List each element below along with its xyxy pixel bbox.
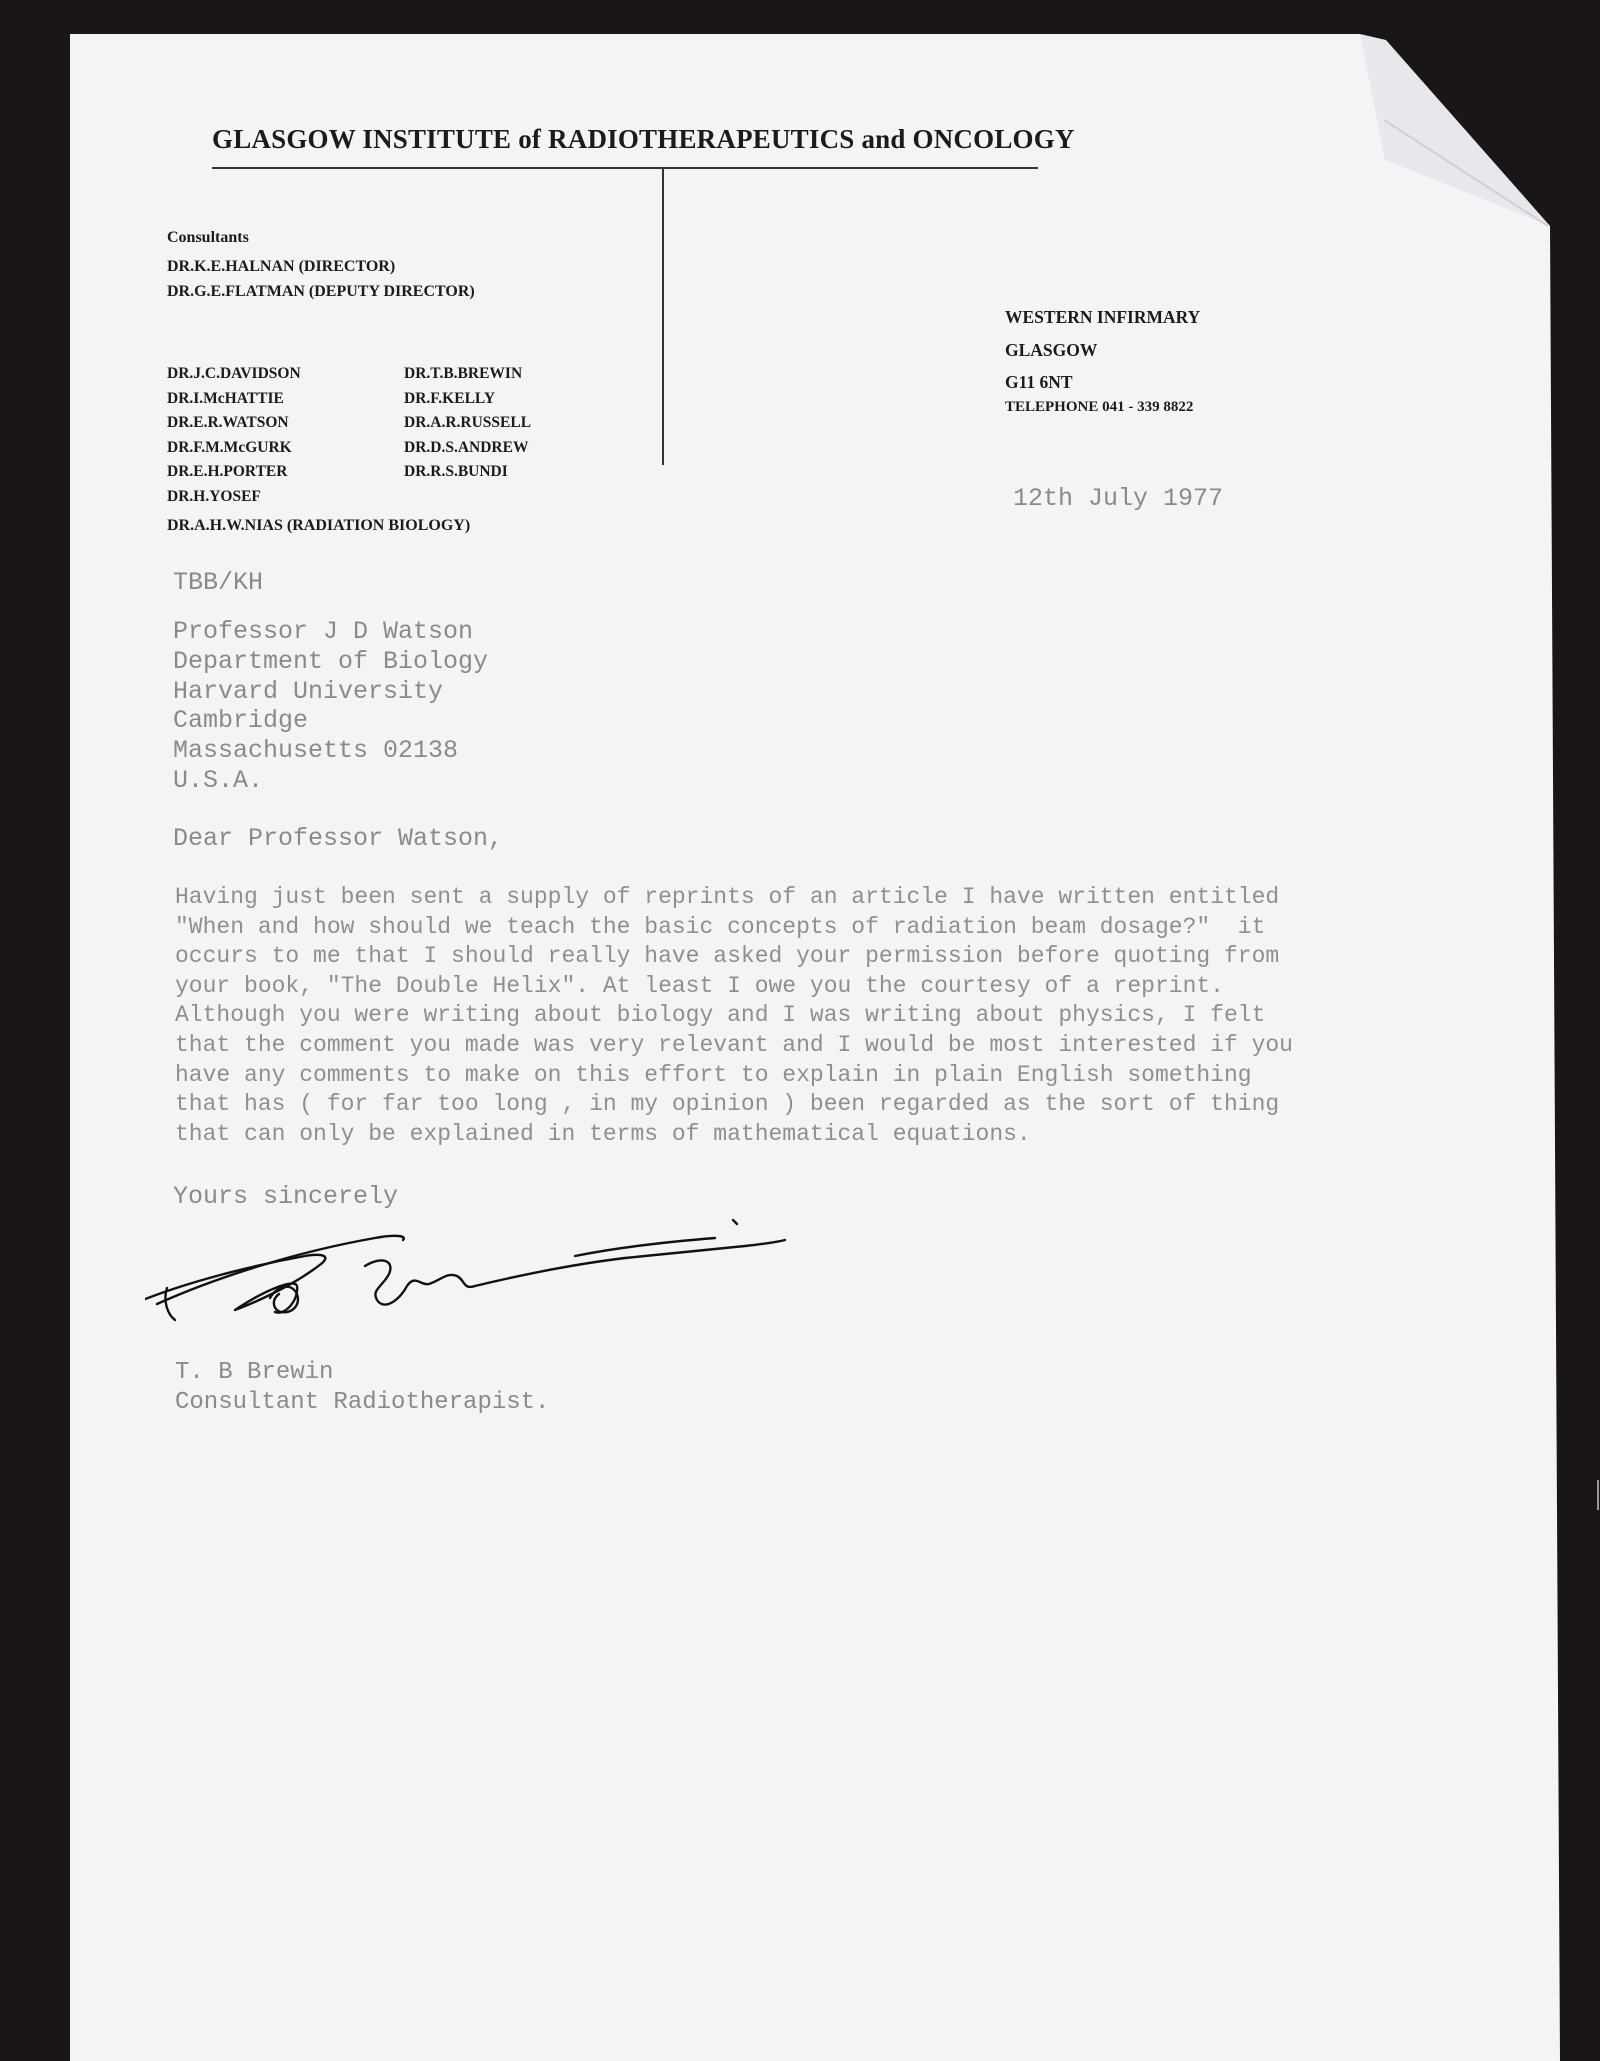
letter-body bbox=[175, 884, 1293, 1150]
recipient-address bbox=[173, 617, 488, 796]
closing: Yours sincerely bbox=[173, 1182, 399, 1211]
body-line: that the comment you made was very relevant and I would be most interested if you bbox=[175, 1031, 1293, 1058]
body-line: that has ( for far too long , in my opinion ) been regarded as the sort of thing bbox=[175, 1091, 1280, 1118]
institute-title: GLASGOW INSTITUTE of RADIOTHERAPEUTICS and ONCOLOGY bbox=[212, 124, 1075, 154]
consultant-name: DR.F.KELLY bbox=[404, 389, 496, 407]
consultant-name: DR.T.B.BREWIN bbox=[404, 365, 523, 382]
address-line: GLASGOW bbox=[1005, 340, 1098, 360]
consultant-name: DR.J.C.DAVIDSON bbox=[167, 365, 301, 382]
director-name: DR.K.E.HALNAN (DIRECTOR) bbox=[167, 258, 396, 275]
recipient-line: Department of Biology bbox=[173, 646, 489, 676]
consultant-name: DR.I.McHATTIE bbox=[167, 389, 284, 407]
consultants-label: Consultants bbox=[167, 229, 249, 246]
consultant-name: DR.R.S.BUNDI bbox=[404, 463, 508, 480]
recipient-line: Massachusetts 02138 bbox=[173, 736, 459, 766]
letterhead-divider bbox=[662, 168, 664, 465]
reference-code: TBB/KH bbox=[173, 568, 264, 597]
consultants-list-right bbox=[404, 365, 531, 488]
body-line: have any comments to make on this effort to explain in plain English something bbox=[175, 1061, 1252, 1088]
salutation: Dear Professor Watson, bbox=[173, 824, 504, 853]
consultant-name: DR.F.M.McGURK bbox=[167, 438, 292, 456]
address-line: WESTERN INFIRMARY bbox=[1005, 307, 1201, 327]
letter-date: 12th July 1977 bbox=[1013, 484, 1224, 513]
title-underline bbox=[212, 167, 1038, 169]
telephone-number: TELEPHONE 041 - 339 8822 bbox=[1005, 399, 1194, 415]
recipient-line: U.S.A. bbox=[173, 765, 264, 795]
consultants-list-left bbox=[167, 365, 301, 512]
deputy-director-name: DR.G.E.FLATMAN (DEPUTY DIRECTOR) bbox=[167, 283, 475, 300]
consultant-name: DR.D.S.ANDREW bbox=[404, 438, 529, 456]
body-line: Having just been sent a supply of reprints of an article I have written entitled bbox=[175, 884, 1280, 910]
signer-title: Consultant Radiotherapist. bbox=[175, 1389, 550, 1416]
consultant-name: DR.E.H.PORTER bbox=[167, 463, 288, 480]
body-line: "When and how should we teach the basic concepts of radiation beam dosage?" it bbox=[175, 913, 1266, 940]
recipient-line: Professor J D Watson bbox=[173, 617, 474, 646]
body-line: your book, "The Double Helix". At least I owe you the courtesy of a reprint. bbox=[175, 972, 1224, 999]
consultant-name: DR.H.YOSEF bbox=[167, 487, 261, 505]
recipient-line: Cambridge bbox=[173, 706, 309, 736]
handwritten-signature bbox=[145, 1190, 835, 1340]
address-line: G11 6NT bbox=[1005, 372, 1073, 392]
recipient-line: Harvard University bbox=[173, 676, 444, 706]
radiation-biology-consultant: DR.A.H.W.NIAS (RADIATION BIOLOGY) bbox=[167, 517, 471, 534]
consultant-name: DR.E.R.WATSON bbox=[167, 414, 289, 431]
body-line: that can only be explained in terms of mathematical equations. bbox=[175, 1120, 1031, 1147]
consultant-name: DR.A.R.RUSSELL bbox=[404, 414, 532, 431]
signer-name: T. B Brewin bbox=[175, 1359, 334, 1386]
body-line: occurs to me that I should really have asked your permission before quoting from bbox=[175, 943, 1280, 970]
body-line: Although you were writing about biology and I was writing about physics, I felt bbox=[175, 1002, 1266, 1029]
